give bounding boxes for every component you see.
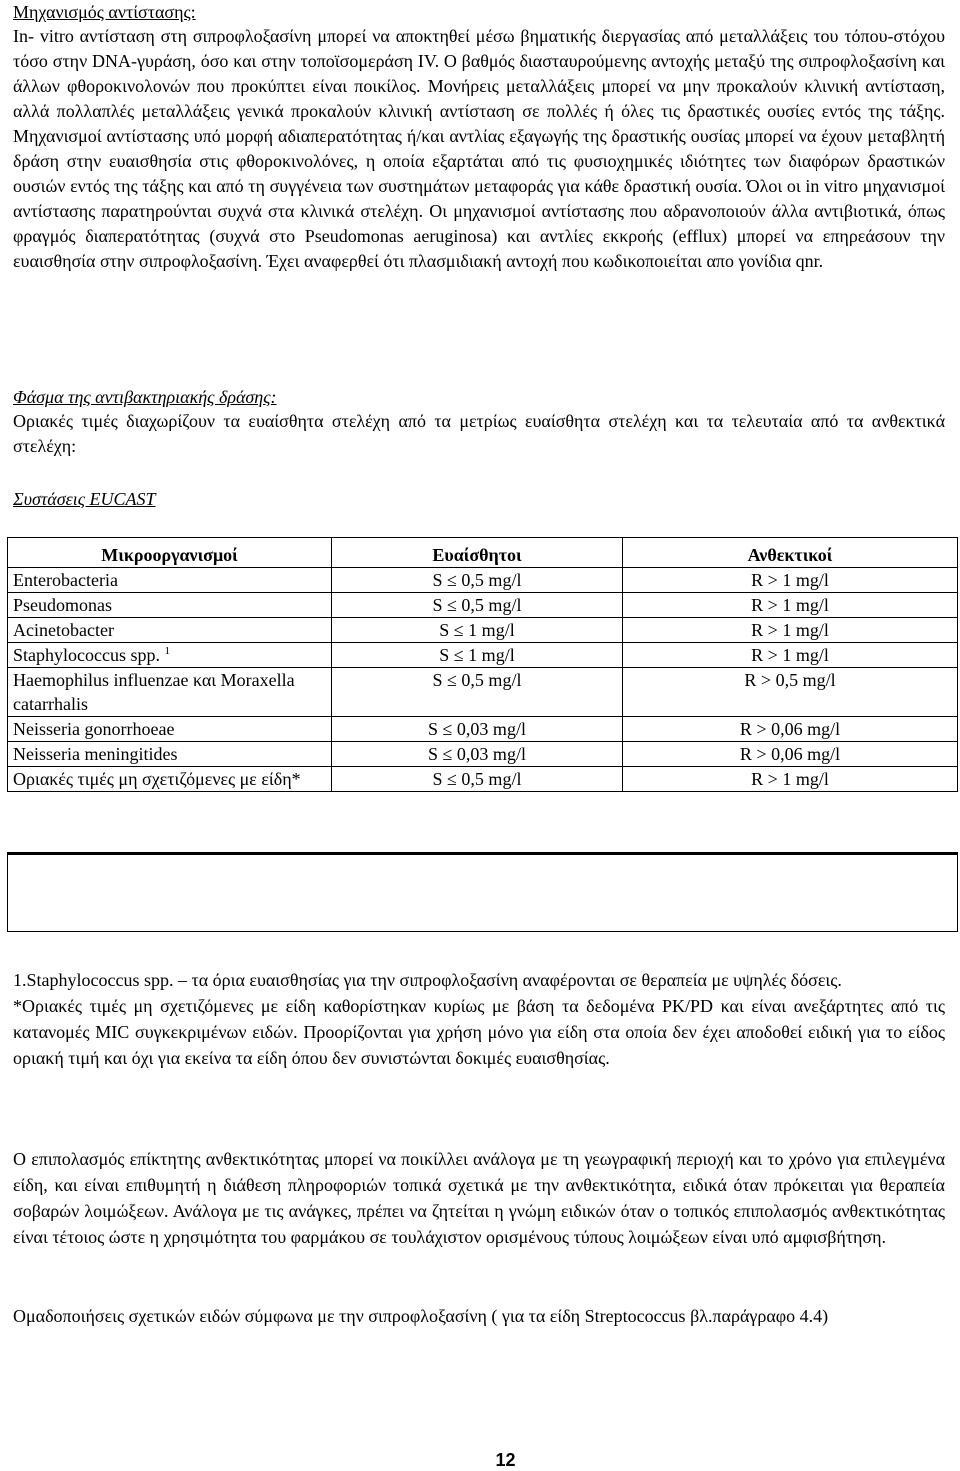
table-row	[8, 568, 958, 593]
empty-table-row	[7, 852, 958, 932]
footnotes	[13, 967, 945, 1071]
resistant-cell: R > 0,06 mg/l	[623, 717, 958, 742]
resistant-cell: R > 1 mg/l	[623, 568, 958, 593]
susceptible-cell: S ≤ 0,5 mg/l	[332, 668, 623, 717]
col-header-organisms: Μικροοργανισμοί	[8, 538, 332, 568]
table-row	[8, 643, 958, 668]
prevalence-section	[13, 1146, 945, 1250]
organism-name: Neisseria gonorrhoeae	[13, 719, 175, 739]
organism-cell	[8, 767, 332, 792]
resistant-cell: R > 0,06 mg/l	[623, 742, 958, 767]
organism-name: Οριακές τιμές μη σχετιζόμενες με είδη*	[13, 769, 301, 789]
organism-cell	[8, 618, 332, 643]
table-row	[8, 742, 958, 767]
col-header-resistant: Ανθεκτικοί	[623, 538, 958, 568]
organism-name: Acinetobacter	[13, 620, 114, 640]
resistant-cell: R > 0,5 mg/l	[623, 668, 958, 717]
eucast-table	[7, 537, 958, 792]
table-row	[8, 668, 958, 717]
groups-section	[13, 1303, 945, 1329]
organism-cell	[8, 668, 332, 717]
organism-cell	[8, 742, 332, 767]
organism-name: Neisseria meningitides	[13, 744, 178, 764]
susceptible-cell: S ≤ 0,03 mg/l	[332, 717, 623, 742]
susceptible-cell: S ≤ 0,5 mg/l	[332, 767, 623, 792]
page-number: 12	[495, 1450, 516, 1470]
table-row	[8, 767, 958, 792]
organism-cell	[8, 593, 332, 618]
eucast-section	[13, 487, 945, 511]
organism-cell	[8, 568, 332, 593]
resistance-heading: Μηχανισμός αντίστασης:	[13, 2, 196, 22]
footnote-non-species: *Οριακές τιμές μη σχετιζόμενες με είδη καθορίστηκαν κυρίως με βάση τα δεδομένα PK/PD και είναι ανεξάρτητες από τις κατανομές MIC συγκεκριμένων ειδών. Προορίζονται για χρήση μόνο για είδη στα οποία δεν έχει αποδοθεί ειδική για το είδος οριακή τιμή και όχι για εκείνα τα είδη όπου δεν συνιστώνται δοκιμές ευαισθησίας.	[13, 996, 945, 1068]
organism-name: Pseudomonas	[13, 595, 112, 615]
organism-cell	[8, 717, 332, 742]
spectrum-heading: Φάσμα της αντιβακτηριακής δράσης:	[13, 387, 277, 407]
susceptible-cell: S ≤ 1 mg/l	[332, 618, 623, 643]
organism-name: Staphylococcus spp.	[13, 645, 160, 665]
table-row	[8, 717, 958, 742]
groups-text: Ομαδοποιήσεις σχετικών ειδών σύμφωνα με την σιπροφλοξασίνη ( για τα είδη Streptococcus βλ.παράγραφο 4.4)	[13, 1306, 829, 1326]
susceptible-cell: S ≤ 1 mg/l	[332, 643, 623, 668]
organism-cell	[8, 643, 332, 668]
prevalence-text: Ο επιπολασμός επίκτητης ανθεκτικότητας μπορεί να ποικίλλει ανάλογα με τη γεωγραφική περιοχή και το χρόνο για επιλεγμένα είδη, και είναι επιθυμητή η διάθεση πληροφοριών τοπικά σχετικά με την ανθεκτικότητα, ειδικά όταν πρόκειται για θεραπεία σοβαρών λοιμώξεων. Ανάλογα με τις ανάγκες, πρέπει να ζητείται η γνώμη ειδικών όταν ο τοπικός επιπολασμός ανθεκτικότητας είναι τέτοιος ώστε η χρησιμότητα του φαρμάκου σε τουλάχιστον ορισμένους τύπους λοιμώξεων είναι υπό αμφισβήτηση.	[13, 1149, 945, 1247]
susceptible-cell: S ≤ 0,5 mg/l	[332, 593, 623, 618]
footnote-staphylococcus: 1.Staphylococcus spp. – τα όρια ευαισθησίας για την σιπροφλοξασίνη αναφέρονται σε θεραπεία με υψηλές δόσεις.	[13, 970, 842, 990]
col-header-susceptible: Ευαίσθητοι	[332, 538, 623, 568]
organism-name: Enterobacteria	[13, 570, 118, 590]
eucast-heading: Συστάσεις EUCAST	[13, 489, 156, 509]
resistant-cell: R > 1 mg/l	[623, 593, 958, 618]
susceptible-cell: S ≤ 0,03 mg/l	[332, 742, 623, 767]
spectrum-section	[13, 385, 945, 459]
table-row	[8, 593, 958, 618]
eucast-table-wrap	[7, 537, 958, 792]
table-header-row	[8, 538, 958, 568]
resistant-cell: R > 1 mg/l	[623, 643, 958, 668]
susceptible-cell: S ≤ 0,5 mg/l	[332, 568, 623, 593]
resistance-text: In- vitro αντίσταση στη σιπροφλοξασίνη μπορεί να αποκτηθεί μέσω βηματικής διεργασίας από μεταλλάξεις του τόπου-στόχου τόσο στην DNA-γυράση, όσο και στην τοποϊσομεράση IV. Ο βαθμός διασταυρούμενης αντοχής μεταξύ της σιπροφλοξασίνη και άλλων φθοροκινολονών που προκύπτει είναι ποικίλος. Μονήρεις μεταλλάξεις μπορεί να μην προκαλούν κλινική αντίσταση, αλλά πολλαπλές μεταλλάξεις γενικά προκαλούν κλινική αντίσταση σε πολλές ή όλες τις δραστικές ουσίες εντός της τάξης. Μηχανισμοί αντίστασης υπό μορφή αδιαπερατότητας ή/και αντλίας εξαγωγής της δραστικής ουσίας μπορεί να έχουν μεταβλητή δράση στην ευαισθησία στις φθοροκινολόνες, η οποία εξαρτάται από τις φυσιοχημικές ιδιότητες των διαφόρων δραστικών ουσιών εντός της τάξης και από τη συγγένεια των συστημάτων μεταφοράς για κάθε δραστική ουσία. Όλοι οι in vitro μηχανισμοί αντίστασης παρατηρούνται συχνά στα κλινικά στελέχη. Οι μηχανισμοί αντίστασης που αδρανοποιούν άλλα αντιβιοτικά, όπως φραγμός διαπερατότητας (συχνά στο Pseudomonas aeruginosa) και αντλίες εκκροής (efflux) μπορεί να επηρεάσουν την ευαισθησία στην σιπροφλοξασίνη. Έχει αναφερθεί ότι πλασμιδιακή αντοχή που κωδικοποιείται απο γονίδια qnr.	[13, 26, 945, 271]
resistant-cell: R > 1 mg/l	[623, 618, 958, 643]
footnote-ref: 1	[164, 645, 170, 657]
table-row	[8, 618, 958, 643]
spectrum-text: Οριακές τιμές διαχωρίζουν τα ευαίσθητα στελέχη από τα μετρίως ευαίσθητα στελέχη και τα τελευταία από τα ανθεκτικά στελέχη:	[13, 411, 945, 456]
resistance-section	[13, 0, 945, 274]
organism-name: Haemophilus influenzae και Moraxella catarrhalis	[13, 670, 295, 714]
resistant-cell: R > 1 mg/l	[623, 767, 958, 792]
